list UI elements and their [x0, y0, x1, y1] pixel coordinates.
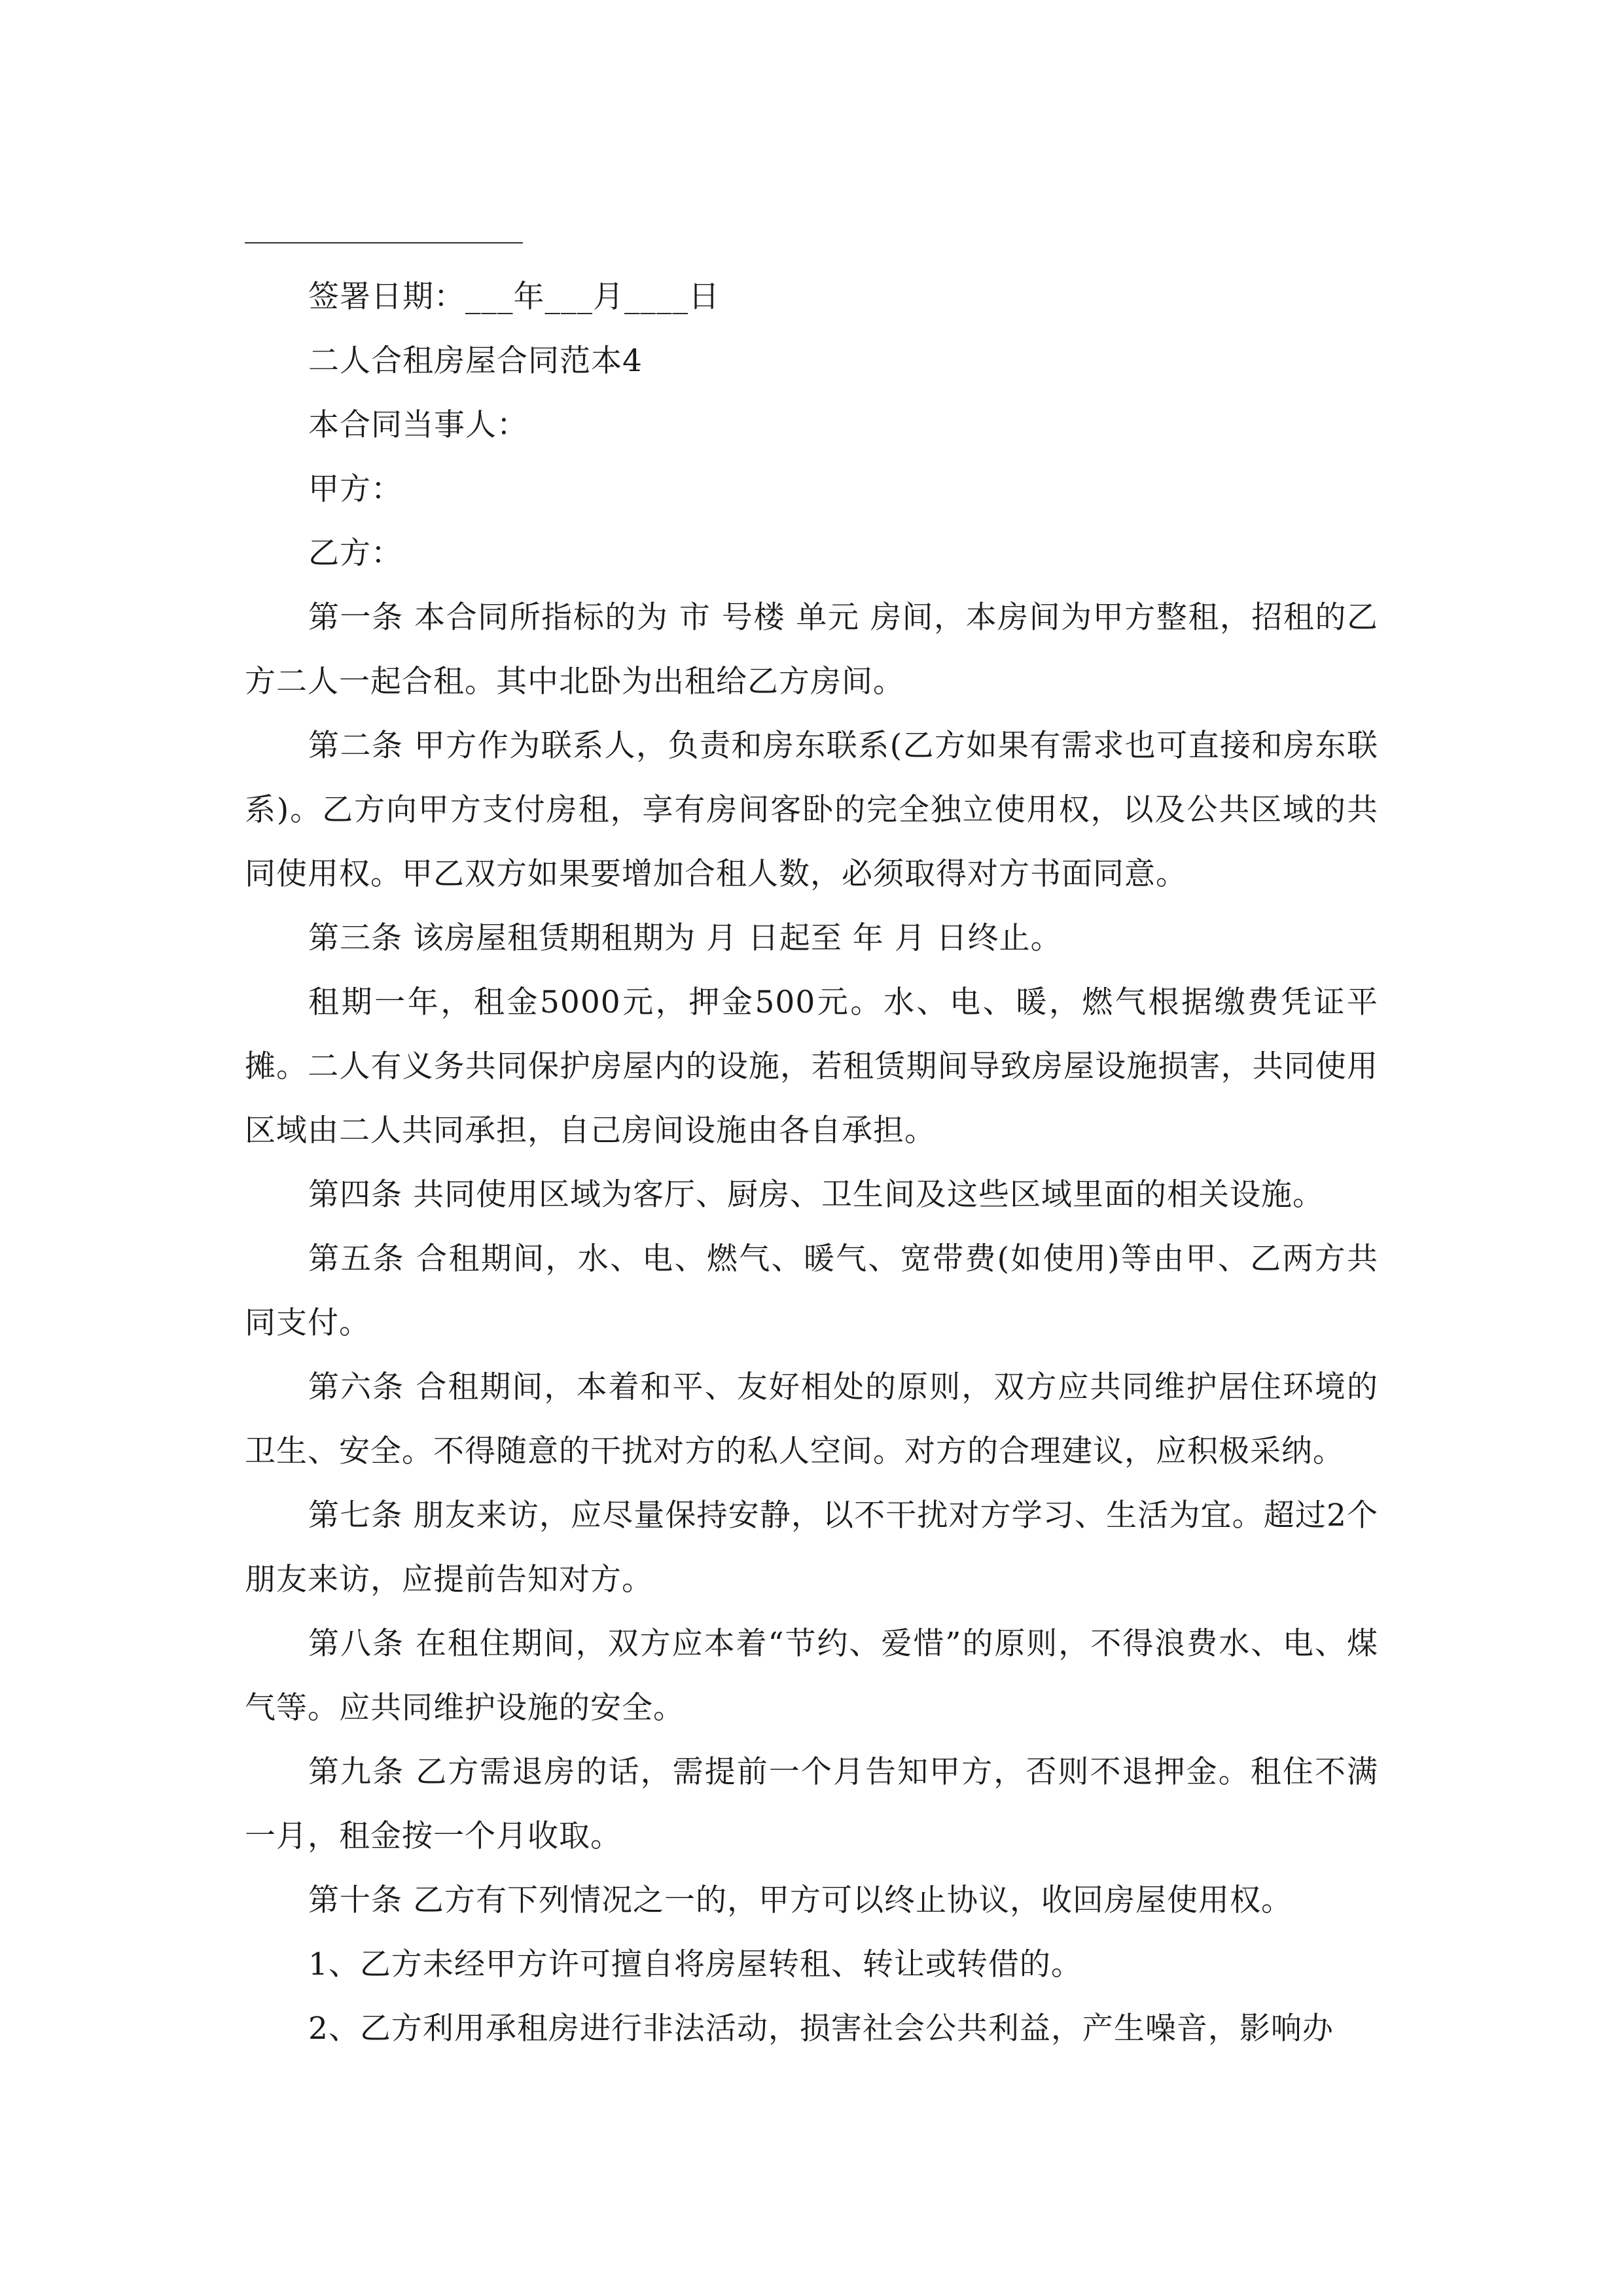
rent-terms-paragraph: 租期一年，租金5000元，押金500元。水、电、暖，燃气根据缴费凭证平摊。二人有义务共同保护房屋内的设施，若租赁期间导致房屋设施损害，共同使用区域由二人共同承担，自己房间设施由各自承担。	[245, 984, 1378, 1149]
article-8: 第八条 在租住期间，双方应本着“节约、爱惜”的原则，不得浪费水、电、煤气等。应共同维护设施的安全。	[245, 1626, 1378, 1726]
termination-item-1: 1、乙方未经甲方许可擅自将房屋转租、转让或转借的。	[308, 1946, 1082, 1982]
article-10: 第十条 乙方有下列情况之一的，甲方可以终止协议，收回房屋使用权。	[308, 1882, 1293, 1918]
template-title: 二人合租房屋合同范本4	[308, 343, 643, 379]
party-b-label: 乙方：	[308, 535, 402, 571]
article-5: 第五条 合租期间，水、电、燃气、暖气、宽带费(如使用)等由甲、乙两方共同支付。	[245, 1241, 1378, 1341]
signature-line	[245, 242, 523, 243]
article-4: 第四条 共同使用区域为客厅、厨房、卫生间及这些区域里面的相关设施。	[308, 1177, 1324, 1213]
article-1: 第一条 本合同所指标的为 市 号楼 单元 房间，本房间为甲方整租，招租的乙方二人一起合租。其中北卧为出租给乙方房间。	[245, 600, 1378, 700]
article-7: 第七条 朋友来访，应尽量保持安静，以不干扰对方学习、生活为宜。超过2个朋友来访，应提前告知对方。	[245, 1498, 1378, 1598]
termination-item-2: 2、乙方利用承租房进行非法活动，损害社会公共利益，产生噪音，影响办	[308, 2011, 1334, 2047]
article-2: 第二条 甲方作为联系人，负责和房东联系(乙方如果有需求也可直接和房东联系)。乙方向甲方支付房租，享有房间客卧的完全独立使用权，以及公共区域的共同使用权。甲乙双方如果要增加合租人数，必须取得对方书面同意。	[245, 728, 1378, 892]
article-6: 第六条 合租期间，本着和平、友好相处的原则，双方应共同维护居住环境的卫生、安全。不得随意的干扰对方的私人空间。对方的合理建议，应积极采纳。	[245, 1369, 1378, 1469]
article-3: 第三条 该房屋租赁期租期为 月 日起至 年 月 日终止。	[308, 920, 1062, 956]
parties-heading: 本合同当事人：	[308, 407, 528, 443]
party-a-label: 甲方：	[308, 471, 402, 507]
signing-date-line: 签署日期：___年___月____日	[308, 279, 720, 315]
article-9: 第九条 乙方需退房的话，需提前一个月告知甲方，否则不退押金。租住不满一月，租金按一个月收取。	[245, 1754, 1378, 1854]
document-body	[245, 265, 1378, 2061]
